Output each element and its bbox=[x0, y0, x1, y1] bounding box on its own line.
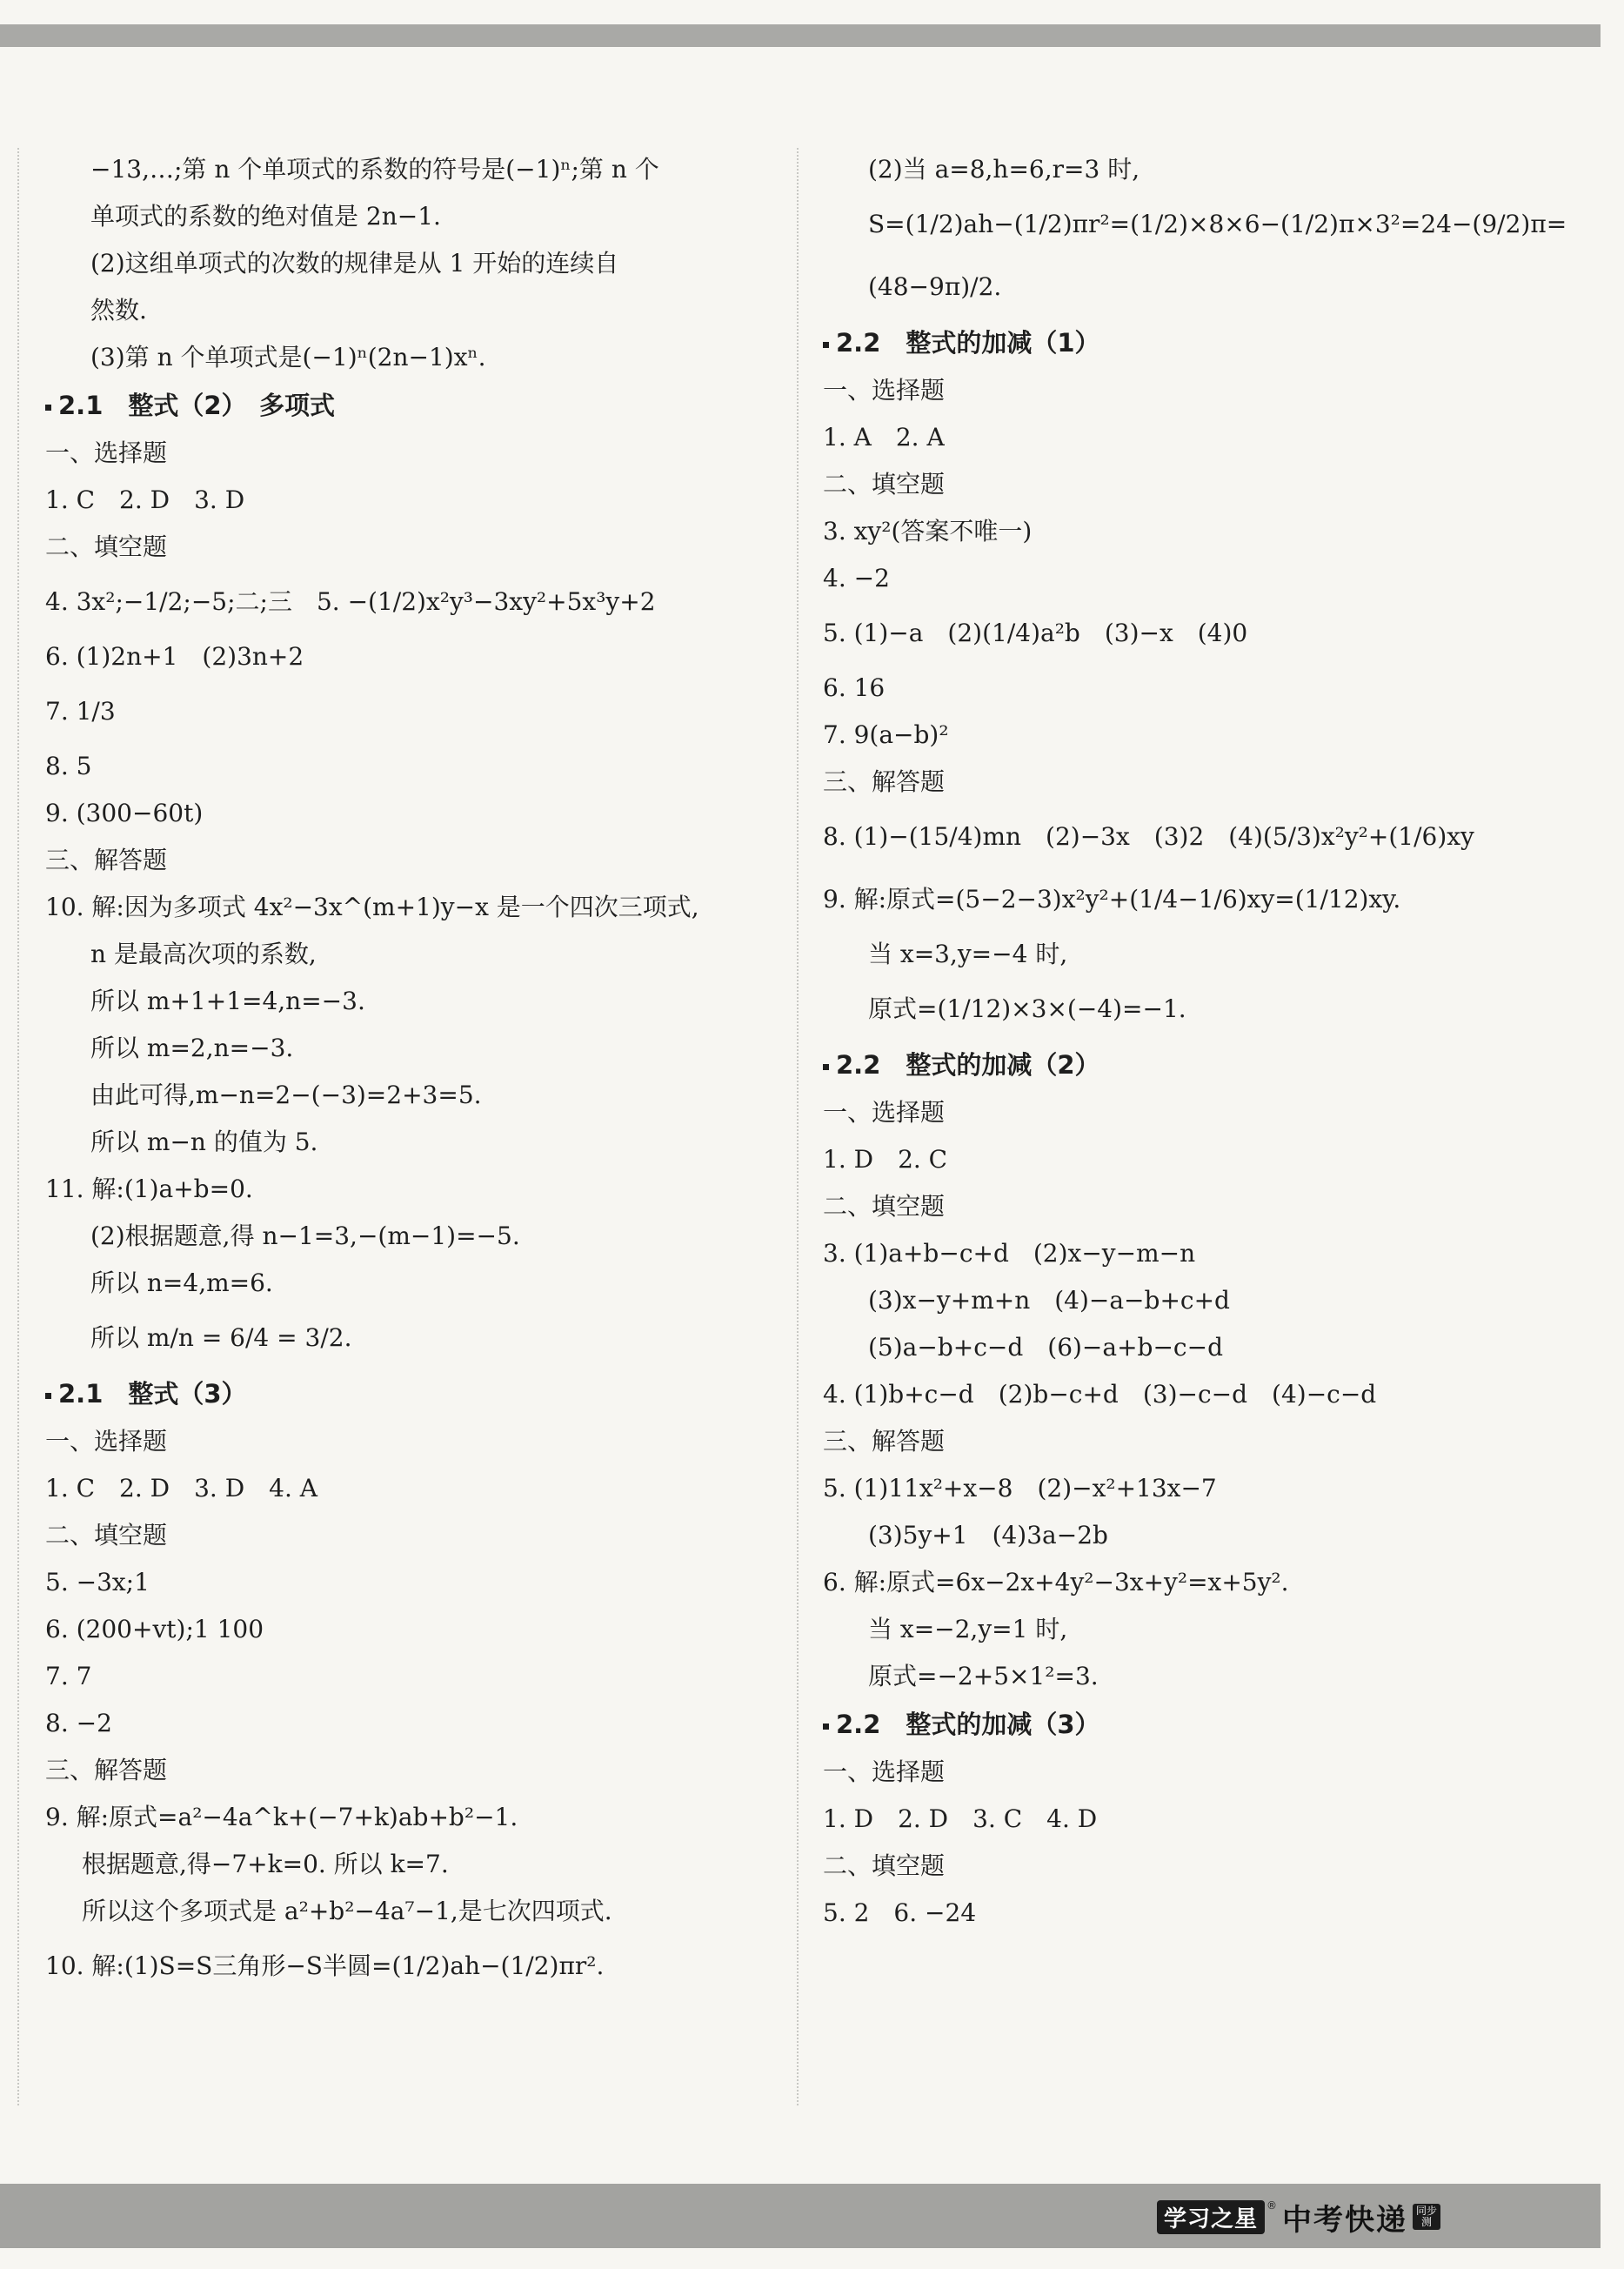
answer-line: 原式=−2+5×1²=3. bbox=[868, 1662, 1099, 1690]
question-type-heading: 一、选择题 bbox=[823, 376, 946, 405]
answer-line: n 是最高次项的系数, bbox=[90, 940, 317, 968]
question-type-heading: 二、填空题 bbox=[823, 1192, 946, 1221]
answer-line: 9. 解:原式=a²−4a^k+(−7+k)ab+b²−1. bbox=[45, 1803, 518, 1831]
footer-brand bbox=[1157, 2199, 1440, 2238]
answer-line: 然数. bbox=[90, 296, 147, 325]
answer-line: 1. D 2. D 3. C 4. D bbox=[823, 1804, 1098, 1833]
answer-line: 1. C 2. D 3. D bbox=[45, 485, 245, 514]
answer-line: 4. −2 bbox=[823, 564, 890, 592]
question-type-heading: 三、解答题 bbox=[823, 1427, 946, 1456]
question-type-heading: 三、解答题 bbox=[823, 767, 946, 796]
answer-line: 所以 m=2,n=−3. bbox=[90, 1034, 294, 1062]
answer-line: 7. 7 bbox=[45, 1662, 92, 1690]
answer-line: 当 x=−2,y=1 时, bbox=[868, 1615, 1068, 1643]
answer-line: (2)根据题意,得 n−1=3,−(m−1)=−5. bbox=[90, 1222, 520, 1250]
answer-line: (48−9π)/2. bbox=[868, 272, 1002, 301]
top-gray-band bbox=[0, 24, 1601, 47]
answer-line: 6. (200+vt);1 100 bbox=[45, 1615, 264, 1643]
question-type-heading: 一、选择题 bbox=[823, 1757, 946, 1786]
question-type-heading: 一、选择题 bbox=[823, 1098, 946, 1127]
bullet-square-icon bbox=[823, 342, 829, 348]
question-type-heading: 三、解答题 bbox=[45, 1756, 168, 1784]
answer-line: 所以这个多项式是 a²+b²−4a⁷−1,是七次四项式. bbox=[82, 1897, 612, 1925]
column-divider bbox=[797, 148, 799, 2105]
question-type-heading: 二、填空题 bbox=[823, 470, 946, 499]
left-column bbox=[45, 146, 776, 1998]
answer-line: 8. (1)−(15/4)mn (2)−3x (3)2 (4)(5/3)x²y²+(1/6)xy bbox=[823, 822, 1474, 851]
section-title bbox=[45, 381, 776, 430]
answer-line: 单项式的系数的绝对值是 2n−1. bbox=[90, 202, 441, 231]
answer-line: 8. −2 bbox=[45, 1709, 112, 1737]
answer-line: 9. (300−60t) bbox=[45, 799, 204, 827]
section-title bbox=[823, 1700, 1571, 1749]
answer-line: 由此可得,m−n=2−(−3)=2+3=5. bbox=[90, 1081, 482, 1109]
answer-line: 当 x=3,y=−4 时, bbox=[868, 940, 1068, 968]
answer-line: 10. 解:(1)S=S三角形−S半圆=(1/2)ah−(1/2)πr². bbox=[45, 1951, 605, 1980]
answer-line: (3)x−y+m+n (4)−a−b+c+d bbox=[868, 1286, 1230, 1315]
answer-line: 所以 m/n = 6/4 = 3/2. bbox=[90, 1323, 352, 1352]
question-type-heading: 二、填空题 bbox=[823, 1851, 946, 1880]
answer-line: 5. (1)11x²+x−8 (2)−x²+13x−7 bbox=[823, 1474, 1217, 1503]
brand-logo: 学习之星 bbox=[1157, 2200, 1265, 2234]
registered-mark: ® bbox=[1266, 2199, 1278, 2212]
answer-line: (2)这组单项式的次数的规律是从 1 开始的连续自 bbox=[90, 249, 619, 278]
answer-line: 10. 解:因为多项式 4x²−3x^(m+1)y−x 是一个四次三项式, bbox=[45, 893, 699, 921]
section-title-text: 2.2 整式的加减（3） bbox=[836, 1710, 1100, 1739]
section-title-text: 2.1 整式（2） 多项式 bbox=[58, 391, 336, 420]
answer-line: 5. 2 6. −24 bbox=[823, 1898, 977, 1927]
question-type-heading: 一、选择题 bbox=[45, 1427, 168, 1456]
answer-line: 原式=(1/12)×3×(−4)=−1. bbox=[868, 994, 1186, 1023]
answer-line: 所以 n=4,m=6. bbox=[90, 1268, 273, 1297]
answer-line: 根据题意,得−7+k=0. 所以 k=7. bbox=[82, 1850, 449, 1878]
answer-line: 1. A 2. A bbox=[823, 423, 945, 452]
question-type-heading: 一、选择题 bbox=[45, 438, 168, 467]
left-margin-rule bbox=[17, 148, 19, 2105]
answer-line: S=(1/2)ah−(1/2)πr²=(1/2)×8×6−(1/2)π×3²=24−(9/2)π= bbox=[868, 210, 1567, 238]
section-title-text: 2.2 整式的加减（2） bbox=[836, 1050, 1100, 1080]
answer-line: 6. 16 bbox=[823, 673, 886, 702]
answer-line: 6. (1)2n+1 (2)3n+2 bbox=[45, 642, 304, 671]
bullet-square-icon bbox=[823, 1064, 829, 1070]
answer-line: 6. 解:原式=6x−2x+4y²−3x+y²=x+5y². bbox=[823, 1568, 1289, 1596]
answer-line: 7. 1/3 bbox=[45, 697, 116, 726]
bullet-square-icon bbox=[823, 1724, 829, 1730]
answer-line: 7. 9(a−b)² bbox=[823, 720, 949, 749]
answer-line: 1. D 2. C bbox=[823, 1145, 948, 1174]
section-title-text: 2.2 整式的加减（1） bbox=[836, 328, 1100, 358]
answer-line: (2)当 a=8,h=6,r=3 时, bbox=[868, 155, 1140, 184]
answer-line: −13,…;第 n 个单项式的系数的符号是(−1)ⁿ;第 n 个 bbox=[90, 155, 659, 184]
question-type-heading: 二、填空题 bbox=[45, 1521, 168, 1549]
answer-line: 5. (1)−a (2)(1/4)a²b (3)−x (4)0 bbox=[823, 619, 1248, 647]
answer-line: 3. (1)a+b−c+d (2)x−y−m−n bbox=[823, 1239, 1196, 1268]
brand-title: 中考快递 bbox=[1282, 2202, 1408, 2238]
answer-line: (3)5y+1 (4)3a−2b bbox=[868, 1521, 1108, 1549]
answer-line: 所以 m−n 的值为 5. bbox=[90, 1128, 318, 1156]
answer-line: (3)第 n 个单项式是(−1)ⁿ(2n−1)xⁿ. bbox=[90, 343, 486, 371]
answer-line: 1. C 2. D 3. D 4. A bbox=[45, 1474, 318, 1503]
section-title bbox=[823, 318, 1571, 367]
brand-tag: 同步测 bbox=[1413, 2204, 1440, 2230]
section-title bbox=[45, 1369, 776, 1418]
section-title-text: 2.1 整式（3） bbox=[58, 1379, 247, 1409]
answer-line: 4. 3x²;−1/2;−5;二;三 5. −(1/2)x²y³−3xy²+5x³y+2 bbox=[45, 587, 656, 616]
answer-line: 8. 5 bbox=[45, 752, 92, 780]
answer-line: 11. 解:(1)a+b=0. bbox=[45, 1175, 253, 1203]
bullet-square-icon bbox=[45, 405, 51, 411]
section-title bbox=[823, 1041, 1571, 1089]
answer-line: 9. 解:原式=(5−2−3)x²y²+(1/4−1/6)xy=(1/12)xy. bbox=[823, 885, 1401, 914]
question-type-heading: 三、解答题 bbox=[45, 846, 168, 874]
answer-line: 所以 m+1+1=4,n=−3. bbox=[90, 987, 365, 1015]
answer-line: 3. xy²(答案不唯一) bbox=[823, 517, 1033, 545]
answer-line: 4. (1)b+c−d (2)b−c+d (3)−c−d (4)−c−d bbox=[823, 1380, 1377, 1409]
question-type-heading: 二、填空题 bbox=[45, 532, 168, 561]
answer-line: 5. −3x;1 bbox=[45, 1568, 150, 1596]
answer-line: (5)a−b+c−d (6)−a+b−c−d bbox=[868, 1333, 1223, 1362]
bullet-square-icon bbox=[45, 1393, 51, 1399]
right-column bbox=[823, 146, 1571, 1937]
